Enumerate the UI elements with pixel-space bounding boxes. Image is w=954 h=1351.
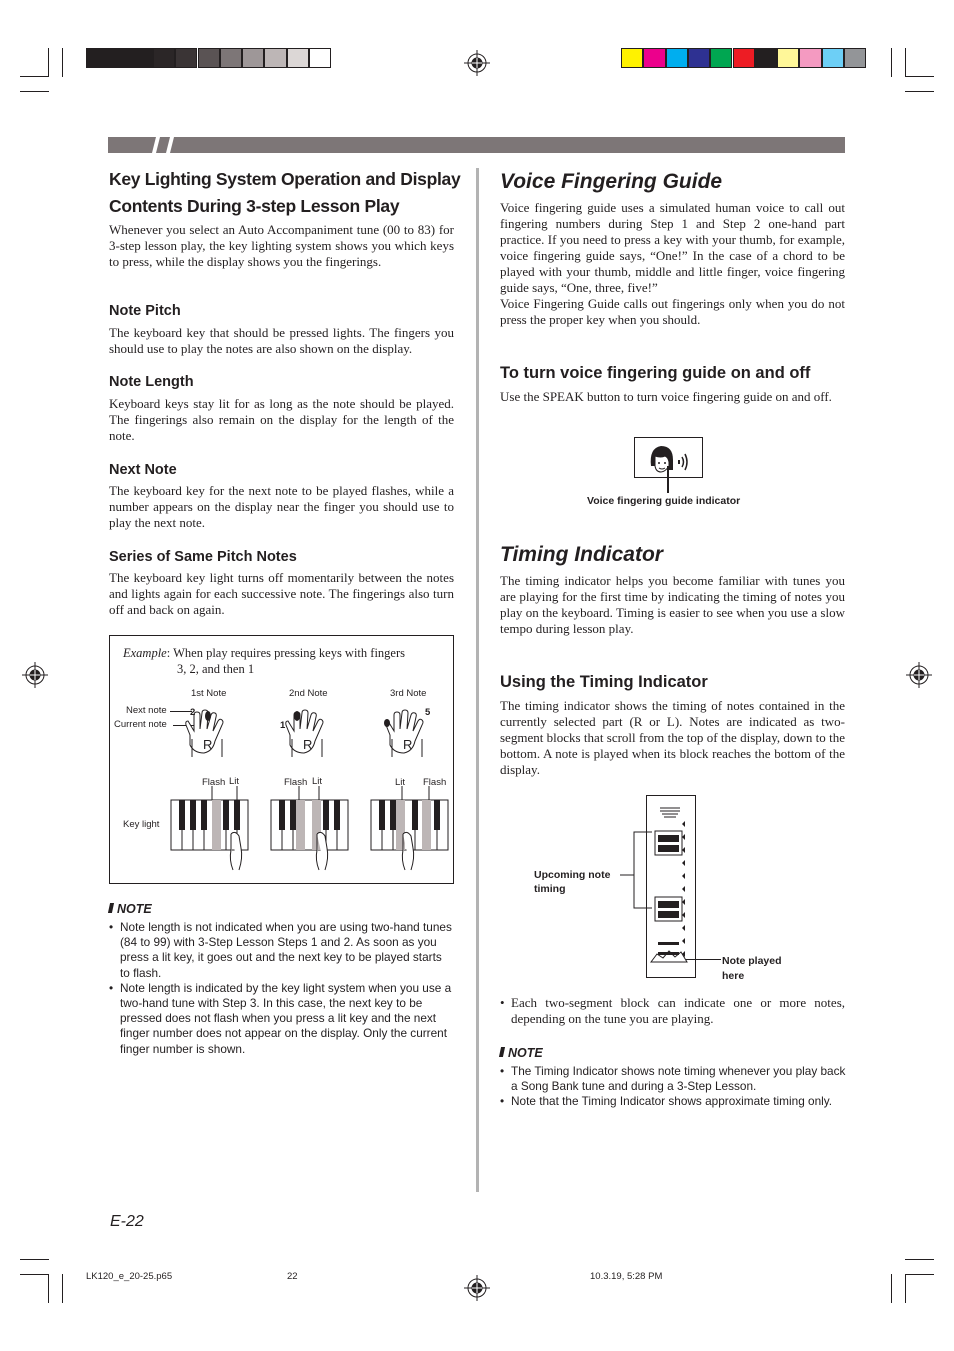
note-pitch-heading: Note Pitch <box>109 303 181 319</box>
black-key <box>412 800 418 830</box>
note-item: • Note length is not indicated when you are using two-hand tunes (84 to 99) with 3-Step Lesson Steps 1 and 2. As soon as you press a lit key, it goes out and the next key to be played starts to flash. <box>109 920 454 981</box>
color-swatch <box>220 48 242 68</box>
timing-indicator-title: Timing Indicator <box>500 543 663 566</box>
using-timing-heading: Using the Timing Indicator <box>500 673 708 691</box>
upcoming-line-2: timing <box>534 883 566 895</box>
example-text-2: 3, 2, and then 1 <box>177 662 255 676</box>
color-swatch <box>153 48 175 68</box>
color-swatch <box>666 48 688 68</box>
note-item: • Note length is indicated by the key light system when you use a two-hand tune with Step 3. In this case, the next key to be pressed does not flash when you press a lit key and the next finger number does not appear on the display. Only the current finger number is shown. <box>109 981 454 1057</box>
color-swatch <box>822 48 844 68</box>
bracket-leader <box>620 828 656 912</box>
right-hand-icon <box>382 709 432 761</box>
flash-label: Flash <box>284 777 308 788</box>
color-swatch <box>777 48 799 68</box>
example-label: Example <box>123 646 167 660</box>
flash-label: Flash <box>423 777 447 788</box>
finger-number: 1 <box>280 720 286 731</box>
bullet-item: • Each two-segment block can indicate one or more notes, depending on the tune you are playing. <box>500 995 845 1027</box>
leader-line <box>686 959 721 960</box>
block-bullet-list <box>500 995 845 1027</box>
voice-indicator-caption: Voice fingering guide indicator <box>587 495 741 507</box>
finger-number: 5 <box>425 707 431 718</box>
left-section-title <box>109 166 469 220</box>
black-key <box>290 800 296 830</box>
example-figure-box <box>109 635 454 884</box>
note-pitch-text: The keyboard key that should be pressed lights. The fingers you should use to play the notes are also shown on the display. <box>109 325 454 356</box>
color-swatch <box>799 48 821 68</box>
current-note-label: Current note <box>114 719 167 730</box>
note-played-label <box>722 954 782 984</box>
color-swatch <box>621 48 643 68</box>
right-note-list <box>500 1064 850 1110</box>
color-swatch <box>242 48 264 68</box>
note-mark-icon <box>108 903 114 913</box>
color-swatch <box>710 48 732 68</box>
right-hand-icon <box>282 709 332 761</box>
registration-mark-icon <box>906 662 932 688</box>
hand-letter: R <box>403 737 413 752</box>
page-number: E-22 <box>110 1213 144 1230</box>
left-note-list <box>109 920 454 1057</box>
color-swatch <box>264 48 286 68</box>
registration-mark-icon <box>464 50 490 76</box>
hand-letter: R <box>203 737 213 752</box>
next-note-heading: Next Note <box>109 462 177 478</box>
black-key <box>379 800 385 830</box>
finger-number: 2 <box>190 707 196 718</box>
color-swatch <box>688 48 710 68</box>
played-line-1: Note played <box>722 955 782 967</box>
key-light-label: Key light <box>123 819 160 830</box>
color-swatch <box>755 48 777 68</box>
note-mark-icon <box>499 1047 505 1057</box>
turn-on-off-text: Use the SPEAK button to turn voice fingering guide on and off. <box>500 389 832 404</box>
column-divider <box>476 168 479 1192</box>
note-title-text: NOTE <box>117 902 152 916</box>
voice-guide-paragraph-2: Voice Fingering Guide calls out fingerings only when you do not press the proper key when you should. <box>500 296 845 327</box>
piano-keys-icon <box>269 786 351 876</box>
left-note-title <box>109 902 152 916</box>
lit-label: Lit <box>395 777 406 788</box>
note-item: • Note that the Timing Indicator shows approximate timing only. <box>500 1094 850 1109</box>
black-key <box>223 800 229 830</box>
black-key <box>279 800 285 830</box>
note-title-text: NOTE <box>508 1046 543 1060</box>
note-length-heading: Note Length <box>109 374 194 390</box>
registration-mark-icon <box>464 1275 490 1301</box>
black-key <box>323 800 329 830</box>
leader-line <box>667 466 669 493</box>
black-key <box>434 800 440 830</box>
note-label-3: 3rd Note <box>390 688 427 699</box>
voice-guide-title: Voice Fingering Guide <box>500 170 723 193</box>
right-hand-icon <box>182 709 232 761</box>
note-length-text: Keyboard keys stay lit for as long as the note should be played. The fingerings also remain on the display for the length of the note. <box>109 396 454 443</box>
color-swatch <box>108 48 130 68</box>
section-header-bar <box>108 137 845 153</box>
color-swatch <box>309 48 331 68</box>
title-line-2: Contents During 3-step Lesson Play <box>109 196 400 216</box>
example-caption <box>123 645 448 677</box>
turn-on-off-heading: To turn voice fingering guide on and off <box>500 364 811 382</box>
color-swatch <box>175 48 197 68</box>
face-speaking-icon <box>647 442 695 474</box>
registration-mark-icon <box>22 662 48 688</box>
note-label-2: 2nd Note <box>289 688 328 699</box>
black-key <box>179 800 185 830</box>
color-swatch <box>643 48 665 68</box>
footer-filename: LK120_e_20-25.p65 <box>86 1271 173 1282</box>
black-key <box>190 800 196 830</box>
piano-keys-icon <box>369 786 451 876</box>
color-swatch <box>733 48 755 68</box>
hand-letter: R <box>303 737 313 752</box>
color-swatch <box>287 48 309 68</box>
voice-guide-paragraph-1: Voice fingering guide uses a simulated human voice to call out fingering numbers during Step 1 and Step 2 one-hand part practice. If you need to press a key with your thumb, for example, voice fingering guide says, “One!” In the case of a chord to be played with your thumb, middle and little finger, voice fingering guide says, “One, three, five!” <box>500 200 845 295</box>
color-swatch <box>86 48 108 68</box>
note-item: • The Timing Indicator shows note timing whenever you play back a Song Bank tune and during a 3-Step Lesson. <box>500 1064 850 1094</box>
played-line-2: here <box>722 970 745 982</box>
timing-indicator-paragraph: The timing indicator helps you become familiar with tunes you are playing for the first time by indicating the timing of notes you play on the keyboard. Timing is easier to see when you use a slow tempo during lesson play. <box>500 573 845 636</box>
footer-date: 10.3.19, 5:28 PM <box>590 1271 663 1282</box>
upcoming-note-label <box>534 868 610 896</box>
lit-label: Lit <box>229 776 240 787</box>
example-text-1: : When play requires pressing keys with fingers <box>166 646 405 660</box>
color-swatch <box>844 48 866 68</box>
footer-page: 22 <box>287 1271 298 1282</box>
black-key <box>390 800 396 830</box>
black-key <box>334 800 340 830</box>
flash-label: Flash <box>202 777 226 788</box>
next-note-text: The keyboard key for the next note to be played flashes, while a number appears on the display near the finger you should use to play the next note. <box>109 483 454 530</box>
piano-keys-icon <box>169 786 251 876</box>
using-timing-paragraph: The timing indicator shows the timing of notes contained in the currently selected part (R or L). Notes are indicated as two-segment blocks that scroll from the top of the display, down to the bottom. A note is played when its block reaches the bottom of the display. <box>500 698 845 777</box>
intro-paragraph: Whenever you select an Auto Accompaniment tune (00 to 83) for 3-step lesson play, the key lighting system shows you which keys to press, while the display shows you the fingerings. <box>109 222 454 269</box>
next-note-label: Next note <box>126 705 167 716</box>
color-swatch <box>198 48 220 68</box>
title-line-1: Key Lighting System Operation and Display <box>109 169 461 189</box>
color-swatch <box>131 48 153 68</box>
right-note-title <box>500 1046 543 1060</box>
same-pitch-heading: Series of Same Pitch Notes <box>109 549 297 565</box>
same-pitch-text: The keyboard key light turns off momentarily between the notes and lights again for each successive note. The fingerings also turn off and back on again. <box>109 570 454 617</box>
upcoming-line-1: Upcoming note <box>534 869 611 881</box>
black-key <box>234 800 240 830</box>
note-label-1: 1st Note <box>191 688 227 699</box>
lit-label: Lit <box>312 776 323 787</box>
